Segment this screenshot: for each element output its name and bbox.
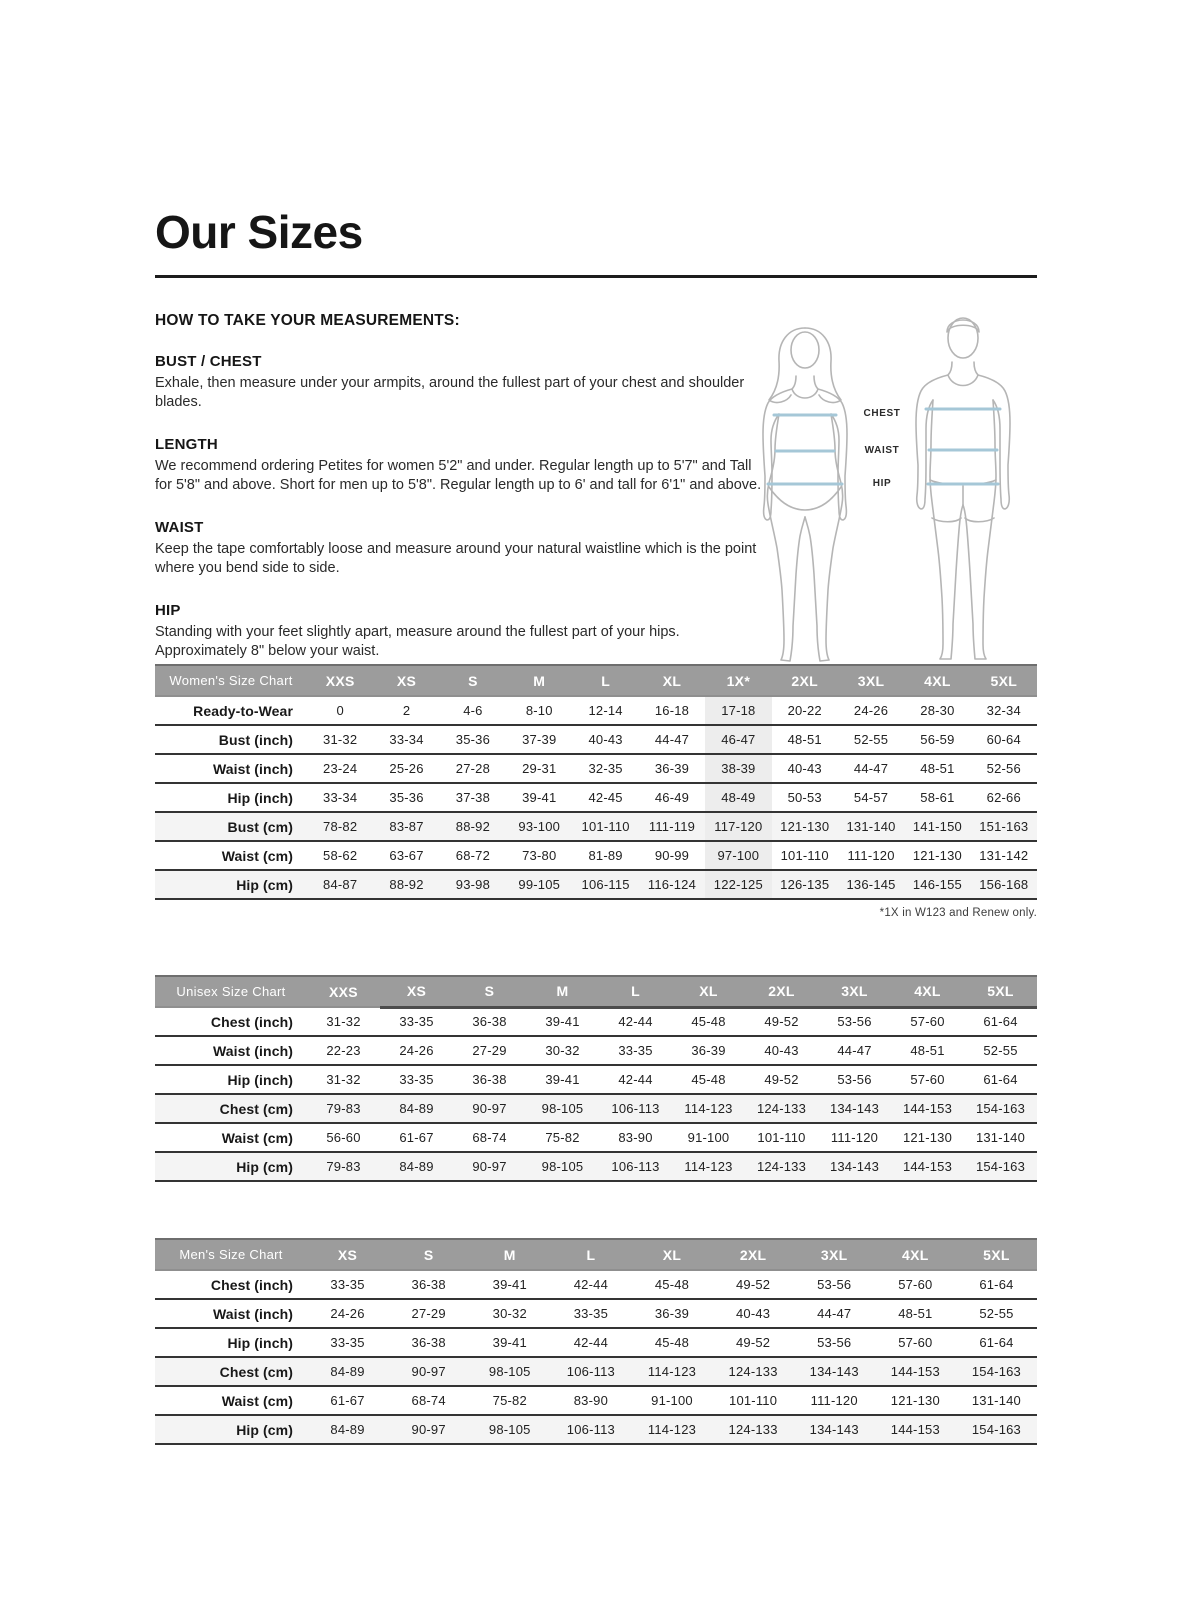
size-cell: 58-61 bbox=[920, 790, 955, 805]
size-cell: 131-142 bbox=[979, 848, 1029, 863]
size-cell: 52-56 bbox=[986, 761, 1021, 776]
measurement-section-body: Keep the tape comfortably loose and measure around your natural waistline which is the point where you bend side to side. bbox=[155, 540, 757, 577]
size-cell: 131-140 bbox=[975, 1130, 1026, 1145]
table-row bbox=[155, 725, 1037, 754]
size-cell: 99-105 bbox=[518, 877, 561, 892]
size-cell: 35-36 bbox=[455, 732, 491, 747]
size-cell: 121-130 bbox=[902, 1130, 953, 1145]
row-label: Hip (inch) bbox=[227, 789, 293, 806]
size-cell: 27-29 bbox=[411, 1306, 446, 1321]
measurement-section-body: Exhale, then measure under your armpits, around the fullest part of your chest and shoulder blades. bbox=[155, 375, 745, 411]
size-cell: 154-163 bbox=[971, 1364, 1021, 1379]
size-cell: 93-100 bbox=[518, 819, 561, 834]
size-cell: 151-163 bbox=[979, 819, 1029, 834]
size-cell: 36-39 bbox=[654, 1306, 690, 1321]
size-chart-table bbox=[155, 664, 1037, 900]
measurement-section bbox=[155, 602, 763, 662]
size-cell: 33-34 bbox=[389, 732, 424, 747]
size-chart-table bbox=[155, 975, 1037, 1182]
size-cell: 83-90 bbox=[618, 1130, 653, 1145]
size-chart-header-row bbox=[155, 1239, 1037, 1270]
size-cell: 91-100 bbox=[687, 1130, 730, 1145]
size-cell: 33-35 bbox=[573, 1306, 608, 1321]
size-cell: 45-48 bbox=[654, 1277, 690, 1292]
table-row bbox=[155, 841, 1037, 870]
size-cell: 49-52 bbox=[764, 1072, 799, 1087]
size-cell: 16-18 bbox=[654, 703, 690, 718]
size-cell: 146-155 bbox=[912, 877, 962, 892]
size-column-header: 2XL bbox=[713, 1239, 794, 1270]
size-cell: 53-56 bbox=[837, 1072, 872, 1087]
table-row bbox=[155, 1152, 1037, 1181]
size-cell: 106-113 bbox=[611, 1159, 660, 1174]
size-cell: 28-30 bbox=[920, 703, 955, 718]
size-cell: 154-163 bbox=[975, 1159, 1026, 1174]
size-cell: 48-51 bbox=[920, 761, 955, 776]
size-cell: 90-97 bbox=[411, 1422, 446, 1437]
size-cell: 136-145 bbox=[846, 877, 896, 892]
size-cell: 24-26 bbox=[853, 703, 889, 718]
size-cell: 52-55 bbox=[983, 1043, 1018, 1058]
female-figure-outline bbox=[763, 328, 847, 661]
size-column-header: XXS bbox=[307, 665, 373, 696]
intro-section bbox=[155, 312, 1037, 664]
size-cell: 111-120 bbox=[830, 1130, 879, 1145]
size-cell: 23-24 bbox=[323, 761, 358, 776]
size-chart-header-row bbox=[155, 976, 1037, 1007]
size-cell: 33-35 bbox=[330, 1335, 365, 1350]
size-cell: 33-35 bbox=[330, 1277, 365, 1292]
size-cell: 42-45 bbox=[588, 790, 623, 805]
size-table-block bbox=[155, 664, 1037, 919]
size-column-header: XS bbox=[373, 665, 439, 696]
size-cell: 57-60 bbox=[910, 1072, 945, 1087]
size-cell: 42-44 bbox=[573, 1277, 608, 1292]
size-cell: 84-89 bbox=[330, 1364, 365, 1379]
size-cell: 39-41 bbox=[492, 1277, 527, 1292]
size-cell: 48-51 bbox=[910, 1043, 945, 1058]
size-cell: 88-92 bbox=[455, 819, 491, 834]
size-cell: 134-143 bbox=[809, 1364, 859, 1379]
size-column-header: 5XL bbox=[956, 1239, 1037, 1270]
size-cell: 101-110 bbox=[757, 1130, 806, 1145]
size-cell: 12-14 bbox=[588, 703, 623, 718]
size-cell: 38-39 bbox=[705, 754, 771, 783]
size-cell: 61-64 bbox=[979, 1335, 1014, 1350]
size-cell: 106-113 bbox=[611, 1101, 660, 1116]
size-cell: 35-36 bbox=[389, 790, 424, 805]
row-label: Hip (inch) bbox=[227, 1334, 293, 1351]
size-cell: 75-82 bbox=[492, 1393, 527, 1408]
figure-label-waist: WAIST bbox=[864, 445, 900, 456]
size-cell: 83-87 bbox=[389, 819, 424, 834]
size-cell: 141-150 bbox=[912, 819, 962, 834]
size-column-header: 5XL bbox=[971, 665, 1037, 696]
size-table-block bbox=[155, 1238, 1037, 1445]
table-row bbox=[155, 870, 1037, 899]
size-column-header: S bbox=[388, 1239, 469, 1270]
size-cell: 37-39 bbox=[522, 732, 557, 747]
row-label: Bust (cm) bbox=[227, 818, 293, 835]
table-row bbox=[155, 1328, 1037, 1357]
size-cell: 114-123 bbox=[684, 1101, 733, 1116]
size-cell: 124-133 bbox=[728, 1364, 778, 1379]
title-rule bbox=[155, 275, 1037, 278]
table-title: Unisex Size Chart bbox=[155, 976, 307, 1007]
measurement-section bbox=[155, 519, 763, 579]
size-cell: 90-99 bbox=[654, 848, 690, 863]
size-column-header: L bbox=[572, 665, 638, 696]
size-cell: 42-44 bbox=[573, 1335, 608, 1350]
table-row bbox=[155, 754, 1037, 783]
size-cell: 17-18 bbox=[705, 696, 771, 725]
size-cell: 134-143 bbox=[829, 1159, 880, 1174]
size-cell: 84-89 bbox=[330, 1422, 365, 1437]
size-cell: 36-39 bbox=[654, 761, 690, 776]
size-cell: 36-38 bbox=[472, 1072, 507, 1087]
row-label: Chest (cm) bbox=[219, 1100, 293, 1117]
size-cell: 56-59 bbox=[920, 732, 955, 747]
size-cell: 53-56 bbox=[817, 1335, 852, 1350]
measurement-instructions bbox=[155, 312, 763, 661]
size-cell: 117-120 bbox=[705, 812, 771, 841]
size-cell: 29-31 bbox=[522, 761, 557, 776]
size-cell: 106-113 bbox=[566, 1422, 615, 1437]
size-cell: 30-32 bbox=[545, 1043, 580, 1058]
measurement-section-heading: LENGTH bbox=[155, 435, 218, 453]
table-row bbox=[155, 1065, 1037, 1094]
size-cell: 63-67 bbox=[389, 848, 424, 863]
measurement-section-heading: HIP bbox=[155, 601, 181, 619]
size-cell: 31-32 bbox=[326, 1014, 361, 1029]
size-cell: 58-62 bbox=[323, 848, 358, 863]
size-cell: 40-43 bbox=[764, 1043, 799, 1058]
size-cell: 27-29 bbox=[472, 1043, 507, 1058]
size-column-header: M bbox=[506, 665, 572, 696]
size-column-header: XL bbox=[631, 1239, 712, 1270]
size-cell: 114-123 bbox=[647, 1364, 697, 1379]
male-figure-outline bbox=[916, 318, 1010, 659]
size-column-header: L bbox=[599, 976, 672, 1007]
size-cell: 144-153 bbox=[902, 1159, 953, 1174]
row-label: Chest (cm) bbox=[219, 1363, 293, 1380]
size-cell: 68-72 bbox=[455, 848, 491, 863]
size-cell: 32-34 bbox=[986, 703, 1021, 718]
size-cell: 22-23 bbox=[326, 1043, 361, 1058]
size-cell: 116-124 bbox=[647, 877, 697, 892]
size-cell: 45-48 bbox=[654, 1335, 690, 1350]
size-cell: 73-80 bbox=[522, 848, 557, 863]
measurement-section-body: Standing with your feet slightly apart, measure around the fullest part of your hips. Approximately 8" below your waist. bbox=[155, 623, 680, 659]
table-row bbox=[155, 696, 1037, 725]
size-cell: 101-110 bbox=[729, 1393, 778, 1408]
size-column-header: 2XL bbox=[772, 665, 838, 696]
size-cell: 144-153 bbox=[890, 1364, 940, 1379]
size-cell: 53-56 bbox=[837, 1014, 872, 1030]
body-figures bbox=[720, 298, 1030, 670]
size-cell: 45-48 bbox=[691, 1014, 726, 1030]
size-cell: 81-89 bbox=[588, 848, 623, 863]
size-cell: 36-39 bbox=[691, 1043, 726, 1058]
size-cell: 44-47 bbox=[817, 1306, 852, 1321]
size-cell: 44-47 bbox=[654, 732, 690, 747]
table-row bbox=[155, 783, 1037, 812]
size-guide-page bbox=[155, 205, 1037, 1445]
size-cell: 98-105 bbox=[488, 1422, 531, 1437]
size-cell: 131-140 bbox=[846, 819, 896, 834]
size-cell: 83-90 bbox=[573, 1393, 608, 1408]
size-cell: 90-97 bbox=[472, 1101, 507, 1116]
size-cell: 68-74 bbox=[472, 1130, 507, 1145]
size-column-header: 4XL bbox=[875, 1239, 956, 1270]
size-cell: 46-49 bbox=[654, 790, 690, 805]
size-cell: 114-123 bbox=[647, 1422, 697, 1437]
size-cell: 30-32 bbox=[492, 1306, 527, 1321]
size-cell: 42-44 bbox=[618, 1014, 653, 1030]
size-column-header: 2XL bbox=[745, 976, 818, 1007]
size-cell: 121-130 bbox=[890, 1393, 940, 1408]
size-cell: 121-130 bbox=[780, 819, 830, 834]
table-row bbox=[155, 1299, 1037, 1328]
size-cell: 57-60 bbox=[910, 1014, 945, 1030]
size-cell: 88-92 bbox=[389, 877, 424, 892]
figure-label-hip: HIP bbox=[872, 478, 892, 489]
row-label: Waist (inch) bbox=[212, 1042, 293, 1059]
size-cell: 90-97 bbox=[411, 1364, 446, 1379]
size-cell: 0 bbox=[336, 703, 344, 718]
size-cell: 48-49 bbox=[705, 783, 771, 812]
size-cell: 124-133 bbox=[728, 1422, 778, 1437]
size-cell: 44-47 bbox=[853, 761, 889, 776]
size-cell: 57-60 bbox=[898, 1277, 933, 1292]
row-label: Waist (cm) bbox=[221, 847, 293, 864]
size-column-header: M bbox=[469, 1239, 550, 1270]
size-cell: 98-105 bbox=[541, 1159, 584, 1174]
size-cell: 90-97 bbox=[472, 1159, 507, 1174]
size-cell: 40-43 bbox=[588, 732, 623, 747]
measurement-section bbox=[155, 436, 763, 496]
page-title: Our Sizes bbox=[155, 206, 363, 258]
row-label: Waist (cm) bbox=[221, 1129, 293, 1146]
size-column-header: 4XL bbox=[891, 976, 964, 1007]
size-cell: 8-10 bbox=[525, 703, 553, 718]
row-label: Chest (inch) bbox=[210, 1013, 293, 1030]
size-tables bbox=[155, 664, 1037, 1445]
size-cell: 84-87 bbox=[323, 877, 358, 892]
row-label: Hip (cm) bbox=[236, 1421, 293, 1438]
size-cell: 114-123 bbox=[684, 1159, 733, 1174]
size-cell: 36-38 bbox=[411, 1335, 446, 1350]
size-cell: 37-38 bbox=[455, 790, 491, 805]
row-label: Chest (inch) bbox=[210, 1276, 293, 1293]
size-cell: 31-32 bbox=[326, 1072, 361, 1087]
size-cell: 61-64 bbox=[983, 1072, 1018, 1087]
size-cell: 56-60 bbox=[326, 1130, 361, 1145]
row-label: Ready-to-Wear bbox=[193, 702, 293, 719]
size-cell: 61-67 bbox=[399, 1130, 434, 1145]
size-cell: 111-120 bbox=[847, 848, 895, 863]
table-row bbox=[155, 1386, 1037, 1415]
size-cell: 121-130 bbox=[912, 848, 962, 863]
size-table-block bbox=[155, 975, 1037, 1182]
size-cell: 54-57 bbox=[853, 790, 889, 805]
measurement-section-heading: BUST / CHEST bbox=[155, 353, 262, 370]
size-cell: 33-35 bbox=[618, 1043, 653, 1058]
figure-label-chest: CHEST bbox=[863, 408, 901, 419]
size-cell: 101-110 bbox=[780, 848, 829, 863]
size-cell: 144-153 bbox=[890, 1422, 940, 1437]
row-label: Hip (cm) bbox=[236, 1158, 293, 1175]
table-row bbox=[155, 1270, 1037, 1299]
row-label: Waist (inch) bbox=[212, 760, 293, 777]
table-row bbox=[155, 1007, 1037, 1036]
how-to-heading: HOW TO TAKE YOUR MEASUREMENTS: bbox=[155, 312, 460, 329]
size-cell: 33-35 bbox=[399, 1014, 434, 1030]
size-cell: 93-98 bbox=[455, 877, 491, 892]
size-cell: 31-32 bbox=[323, 732, 358, 747]
size-cell: 48-51 bbox=[898, 1306, 933, 1321]
size-cell: 61-64 bbox=[979, 1277, 1014, 1292]
size-chart-table bbox=[155, 1238, 1037, 1445]
size-cell: 50-53 bbox=[787, 790, 822, 805]
size-cell: 49-52 bbox=[735, 1277, 771, 1292]
size-cell: 42-44 bbox=[618, 1072, 653, 1087]
size-cell: 98-105 bbox=[488, 1364, 531, 1379]
size-cell: 44-47 bbox=[837, 1043, 872, 1058]
size-column-header: M bbox=[526, 976, 599, 1007]
table-row bbox=[155, 1094, 1037, 1123]
table-title: Men's Size Chart bbox=[155, 1239, 307, 1270]
size-cell: 45-48 bbox=[691, 1072, 726, 1087]
measurement-section-body: We recommend ordering Petites for women 5'2" and under. Regular length up to 5'7" and Tall for 5'8" and above. Short for men up to 5'8". Regular length up to 6' and tall for 6'1" and above. bbox=[155, 457, 762, 494]
size-cell: 24-26 bbox=[330, 1306, 365, 1321]
size-cell: 39-41 bbox=[522, 790, 557, 805]
size-cell: 36-38 bbox=[411, 1277, 446, 1292]
size-cell: 33-35 bbox=[399, 1072, 434, 1087]
size-column-header: 4XL bbox=[904, 665, 970, 696]
size-cell: 39-41 bbox=[545, 1072, 580, 1087]
size-cell: 91-100 bbox=[651, 1393, 693, 1408]
size-cell: 106-115 bbox=[581, 877, 630, 892]
size-column-header: S bbox=[440, 665, 506, 696]
size-cell: 40-43 bbox=[735, 1306, 771, 1321]
size-column-header: L bbox=[550, 1239, 631, 1270]
size-column-header: 5XL bbox=[964, 976, 1037, 1007]
size-cell: 2 bbox=[402, 703, 411, 718]
size-column-header: S bbox=[453, 976, 526, 1007]
size-cell: 144-153 bbox=[902, 1101, 953, 1116]
size-cell: 126-135 bbox=[780, 877, 830, 892]
size-cell: 60-64 bbox=[986, 732, 1021, 747]
size-cell: 33-34 bbox=[323, 790, 358, 805]
size-cell: 68-74 bbox=[411, 1393, 446, 1408]
table-row bbox=[155, 1036, 1037, 1065]
measurement-section bbox=[155, 353, 763, 413]
size-cell: 134-143 bbox=[809, 1422, 859, 1437]
size-cell: 4-6 bbox=[463, 703, 483, 718]
row-label: Hip (inch) bbox=[227, 1071, 293, 1088]
size-cell: 49-52 bbox=[764, 1014, 799, 1030]
size-cell: 79-83 bbox=[326, 1101, 361, 1116]
size-cell: 122-125 bbox=[705, 870, 771, 899]
size-cell: 25-26 bbox=[389, 761, 424, 776]
size-cell: 79-83 bbox=[326, 1159, 361, 1174]
size-cell: 154-163 bbox=[971, 1422, 1021, 1437]
row-label: Bust (inch) bbox=[218, 731, 293, 748]
size-cell: 78-82 bbox=[323, 819, 358, 834]
size-cell: 57-60 bbox=[898, 1335, 933, 1350]
size-cell: 32-35 bbox=[588, 761, 623, 776]
size-cell: 84-89 bbox=[399, 1159, 434, 1174]
size-column-header: XXS bbox=[307, 976, 380, 1007]
size-cell: 36-38 bbox=[472, 1014, 507, 1030]
size-cell: 52-55 bbox=[979, 1306, 1014, 1321]
measurement-section-heading: WAIST bbox=[155, 518, 204, 536]
size-cell: 101-110 bbox=[581, 819, 630, 834]
row-label: Waist (cm) bbox=[221, 1392, 293, 1409]
size-column-header: 3XL bbox=[794, 1239, 875, 1270]
size-cell: 61-64 bbox=[983, 1014, 1018, 1030]
size-cell: 20-22 bbox=[787, 703, 822, 718]
size-cell: 111-120 bbox=[810, 1393, 858, 1408]
size-cell: 52-55 bbox=[853, 732, 889, 747]
size-cell: 124-133 bbox=[756, 1101, 807, 1116]
size-cell: 106-113 bbox=[566, 1364, 615, 1379]
row-label: Waist (inch) bbox=[212, 1305, 293, 1322]
size-cell: 97-100 bbox=[705, 841, 771, 870]
size-column-header: 1X* bbox=[705, 665, 771, 696]
size-column-header: XS bbox=[307, 1239, 388, 1270]
size-column-header: 3XL bbox=[838, 665, 904, 696]
table-row bbox=[155, 1123, 1037, 1152]
size-cell: 61-67 bbox=[330, 1393, 365, 1408]
table-row bbox=[155, 1415, 1037, 1444]
size-cell: 39-41 bbox=[545, 1014, 580, 1030]
size-cell: 62-66 bbox=[986, 790, 1021, 805]
table-row bbox=[155, 812, 1037, 841]
row-label: Hip (cm) bbox=[236, 876, 293, 893]
size-column-header: XS bbox=[380, 976, 453, 1007]
size-cell: 111-119 bbox=[648, 819, 696, 834]
size-cell: 124-133 bbox=[756, 1159, 807, 1174]
size-cell: 24-26 bbox=[399, 1043, 434, 1058]
size-column-header: XL bbox=[672, 976, 745, 1007]
size-cell: 48-51 bbox=[787, 732, 822, 747]
size-cell: 46-47 bbox=[705, 725, 771, 754]
size-cell: 154-163 bbox=[975, 1101, 1026, 1116]
size-cell: 49-52 bbox=[735, 1335, 771, 1350]
size-column-header: 3XL bbox=[818, 976, 891, 1007]
size-cell: 75-82 bbox=[545, 1130, 580, 1145]
size-column-header: XL bbox=[639, 665, 705, 696]
size-cell: 98-105 bbox=[541, 1101, 584, 1116]
table-title: Women's Size Chart bbox=[155, 665, 307, 696]
table-footnote: *1X in W123 and Renew only. bbox=[879, 907, 1037, 919]
size-cell: 84-89 bbox=[399, 1101, 434, 1116]
size-cell: 39-41 bbox=[492, 1335, 527, 1350]
size-cell: 131-140 bbox=[971, 1393, 1021, 1408]
size-cell: 134-143 bbox=[829, 1101, 880, 1116]
size-cell: 53-56 bbox=[817, 1277, 852, 1292]
size-cell: 156-168 bbox=[979, 877, 1029, 892]
table-row bbox=[155, 1357, 1037, 1386]
size-cell: 40-43 bbox=[787, 761, 822, 776]
size-cell: 27-28 bbox=[455, 761, 491, 776]
